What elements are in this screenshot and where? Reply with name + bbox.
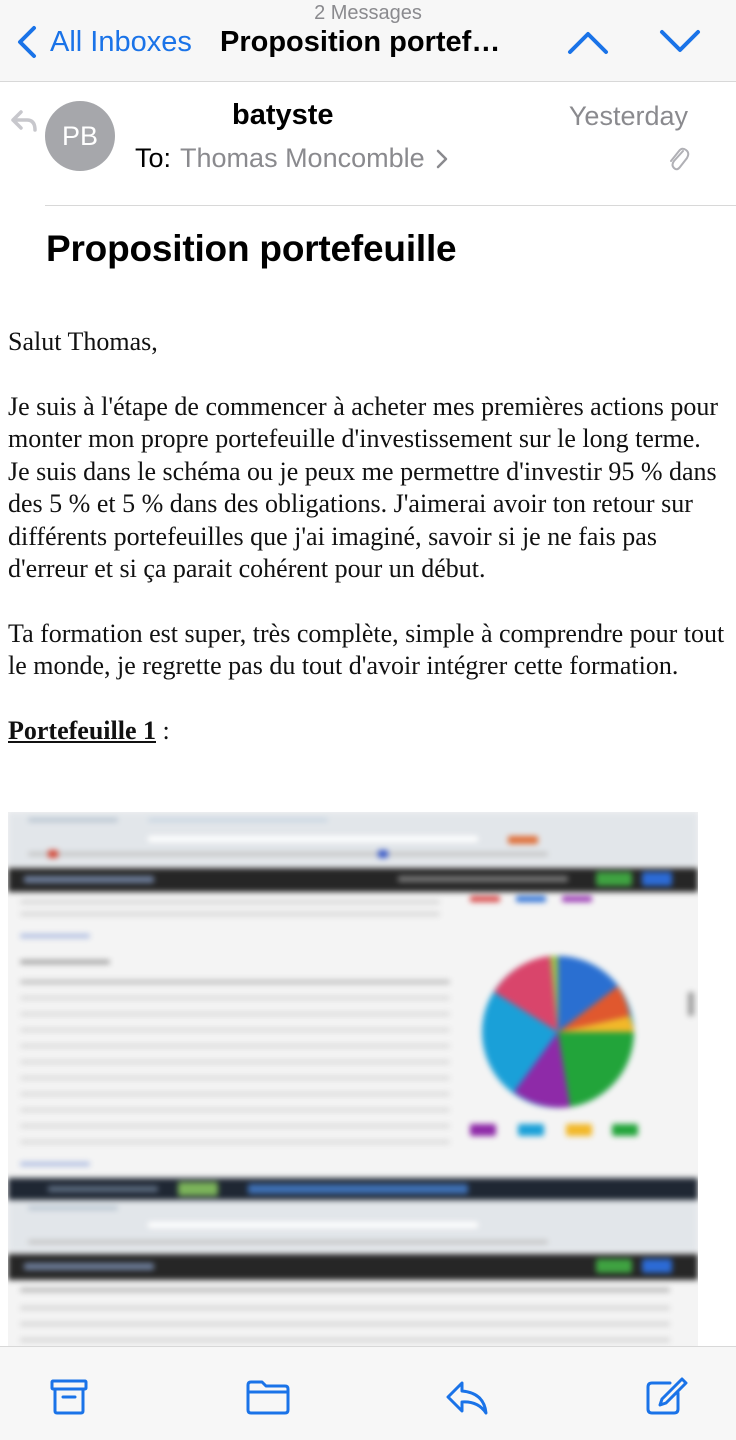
portfolio-heading — [8, 715, 728, 748]
to-label: To: — [135, 143, 172, 173]
body-paragraph: Je suis à l'étape de commencer à acheter mes premières actions pour monter mon propre portefeuille d'investissement sur le long terme. Je suis dans le schéma ou je peux me permettre d'investir 95 % dans des 5 % et 5 % dans des obligations. J'aimerai avoir ton retour sur différents portefeuilles que j'ai imaginé, savoir si je ne fais pas d'erreur et si ça parait cohérent pour un début. — [8, 391, 718, 583]
greeting: Salut Thomas, — [8, 327, 158, 356]
message-count: 2 Messages — [314, 2, 422, 24]
replied-indicator-icon — [10, 109, 38, 133]
next-message-button[interactable] — [658, 24, 702, 60]
reply-icon[interactable] — [444, 1377, 490, 1417]
folder-icon[interactable] — [245, 1377, 291, 1417]
portfolio-suffix: : — [156, 715, 170, 745]
body-paragraph: Ta formation est super, très complète, simple à comprendre pour tout le monde, je regrette pas du tout d'avoir intégrer cette formation. — [8, 618, 725, 680]
header-divider — [45, 205, 736, 206]
bottom-toolbar — [0, 1346, 736, 1440]
recipient-row[interactable] — [135, 143, 449, 174]
message-date: Yesterday — [568, 101, 688, 131]
sender-avatar[interactable] — [45, 101, 115, 171]
attachment-icon — [666, 143, 690, 173]
message-body — [8, 326, 728, 779]
back-label: All Inboxes — [50, 25, 192, 58]
portfolio-title: Portefeuille 1 — [8, 715, 156, 745]
sender-name[interactable]: batyste — [232, 99, 334, 131]
navigation-bar — [0, 0, 736, 82]
nav-title: Proposition portef… — [220, 26, 501, 58]
message-subject: Proposition portefeuille — [46, 228, 457, 269]
screenshot-content — [8, 812, 698, 1346]
recipient-name[interactable]: Thomas Moncomble — [180, 143, 425, 173]
chevron-left-icon — [14, 22, 40, 62]
message-header — [0, 83, 736, 207]
chevron-right-icon — [435, 148, 449, 170]
avatar-initials: PB — [61, 120, 99, 151]
archive-icon[interactable] — [47, 1377, 93, 1417]
previous-message-button[interactable] — [566, 24, 610, 60]
embedded-screenshot-image[interactable] — [8, 812, 698, 1346]
back-button[interactable] — [14, 22, 192, 62]
compose-icon[interactable] — [644, 1377, 690, 1417]
